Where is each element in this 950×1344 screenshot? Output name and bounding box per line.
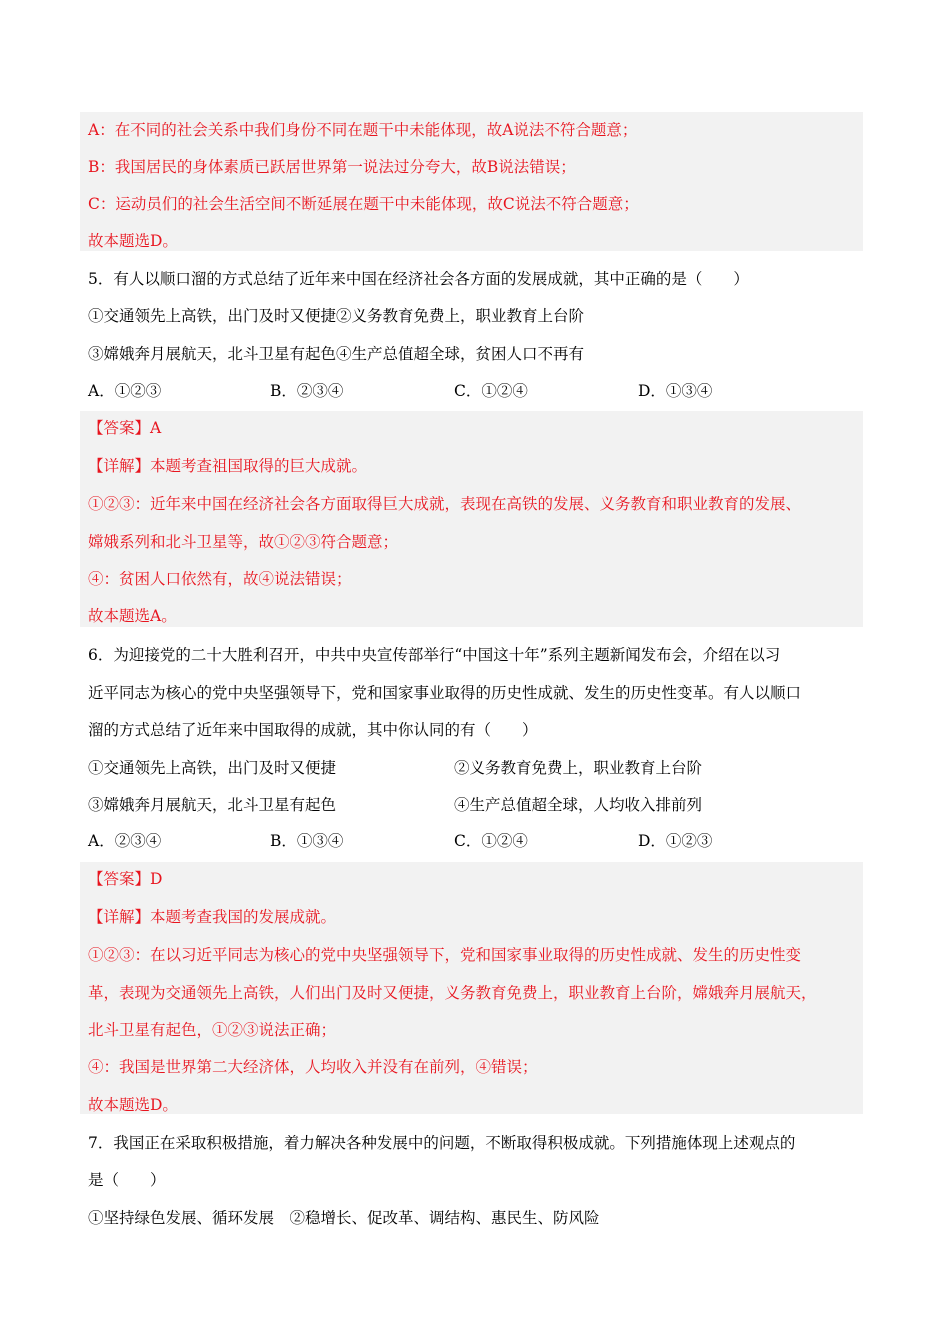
question-stem-q6: 6．为迎接党的二十大胜利召开，中共中央宣传部举行“中国这十年”系列主题新闻发布会，介绍在以习 — [88, 646, 781, 664]
option-b: B．①③④ — [270, 832, 344, 850]
question-item-q6: ②义务教育免费上，职业教育上台阶 — [454, 759, 703, 777]
conclusion-line: 故本题选D。 — [88, 1096, 178, 1114]
question-item-q6: ④生产总值超全球，人均收入排前列 — [454, 796, 703, 814]
question-item-q5: ①交通领先上高铁，出门及时又便捷②义务教育免费上，职业教育上台阶 — [88, 307, 585, 325]
question-stem-q6: 近平同志为核心的党中央坚强领导下，党和国家事业取得的历史性成就、发生的历史性变革。有人以顺口 — [88, 684, 802, 702]
option-d: D．①②③ — [638, 832, 713, 850]
option-a: A．①②③ — [88, 382, 162, 400]
question-item-q7: ①坚持绿色发展、循环发展 ②稳增长、促改革、调结构、惠民生、防风险 — [88, 1209, 600, 1227]
analysis-block-q5 — [80, 411, 863, 627]
question-item-q6: ①交通领先上高铁，出门及时又便捷 — [88, 759, 337, 777]
analysis-line: 北斗卫星有起色，①②③说法正确； — [88, 1021, 337, 1039]
detail-label: 【详解】本题考查祖国取得的巨大成就。 — [88, 457, 368, 475]
question-stem-q6: 溜的方式总结了近年来中国取得的成就，其中你认同的有（ ） — [88, 721, 538, 739]
analysis-line: ①②③：在以习近平同志为核心的党中央坚强领导下，党和国家事业取得的历史性成就、发生的历史性变 — [88, 946, 802, 964]
analysis-line: C：运动员们的社会生活空间不断延展在题干中未能体现，故C说法不符合题意； — [88, 195, 639, 213]
question-stem-q5: 5．有人以顺口溜的方式总结了近年来中国在经济社会各方面的发展成就，其中正确的是（ ） — [88, 270, 749, 288]
analysis-line: ①②③：近年来中国在经济社会各方面取得巨大成就，表现在高铁的发展、义务教育和职业教育的发展、 — [88, 495, 802, 513]
question-stem-q7: 7．我国正在采取积极措施，着力解决各种发展中的问题，不断取得积极成就。下列措施体现上述观点的 — [88, 1134, 796, 1152]
option-d: D．①③④ — [638, 382, 713, 400]
question-item-q5: ③嫦娥奔月展航天，北斗卫星有起色④生产总值超全球，贫困人口不再有 — [88, 345, 585, 363]
option-c: C．①②④ — [454, 382, 528, 400]
analysis-line: A：在不同的社会关系中我们身份不同在题干中未能体现，故A说法不符合题意； — [88, 121, 638, 139]
analysis-line: 嫦娥系列和北斗卫星等，故①②③符合题意； — [88, 533, 399, 551]
analysis-line: ④：贫困人口依然有，故④说法错误； — [88, 570, 352, 588]
question-item-q6: ③嫦娥奔月展航天，北斗卫星有起色 — [88, 796, 337, 814]
option-b: B．②③④ — [270, 382, 344, 400]
conclusion-line: 故本题选D。 — [88, 232, 178, 250]
conclusion-line: 故本题选A。 — [88, 607, 177, 625]
analysis-line: ④：我国是世界第二大经济体，人均收入并没有在前列，④错误； — [88, 1058, 538, 1076]
option-c: C．①②④ — [454, 832, 528, 850]
analysis-line: B：我国居民的身体素质已跃居世界第一说法过分夸大，故B说法错误； — [88, 158, 576, 176]
analysis-line: 革，表现为交通领先上高铁，人们出门及时又便捷，义务教育免费上，职业教育上台阶，嫦娥奔月展航天， — [88, 984, 817, 1002]
answer-label: 【答案】A — [88, 419, 162, 437]
detail-label: 【详解】本题考查我国的发展成就。 — [88, 908, 337, 926]
question-stem-q7: 是（ ） — [88, 1171, 166, 1189]
answer-label: 【答案】D — [88, 870, 163, 888]
option-a: A．②③④ — [88, 832, 162, 850]
